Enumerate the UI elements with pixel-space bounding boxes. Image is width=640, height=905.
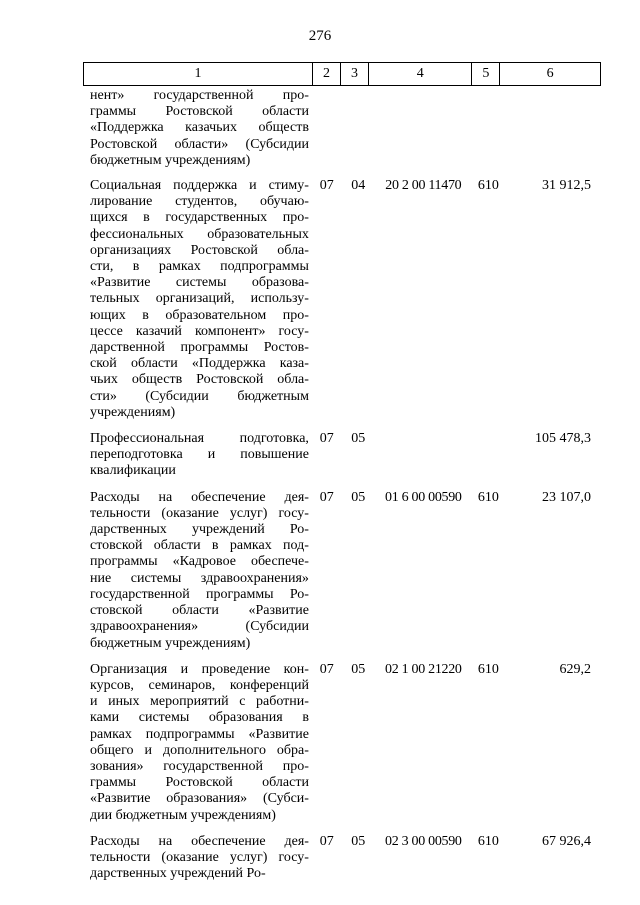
subsection-code: 05 <box>351 661 366 677</box>
description-line: общего и дополнительного обра- <box>90 742 309 758</box>
description-line: зования» государственной про- <box>90 758 309 774</box>
description-line: здравоохранения» (Субсидии <box>90 619 309 635</box>
description-line: дарственных учреждений Ро- <box>90 522 309 538</box>
description-line: программы «Кадровое обеспече- <box>90 554 309 570</box>
description-line: курсов, семинаров, конференций <box>90 677 309 693</box>
amount: 105 478,3 <box>534 431 591 447</box>
description-line: дии бюджетным учреждениям) <box>90 807 276 823</box>
table-row <box>83 88 601 169</box>
description-line: граммы Ростовской области <box>90 775 309 791</box>
section-code: 07 <box>319 178 334 194</box>
description-line: Организация и проведение кон- <box>90 661 309 677</box>
target-article-code: 02 1 00 21220 <box>385 661 462 677</box>
subsection-code: 05 <box>351 431 366 447</box>
description-line: дарственной программы Ростов- <box>90 340 309 356</box>
description-line: ской области «Поддержка каза- <box>90 356 309 372</box>
description-line: фессиональных образовательных <box>90 226 309 242</box>
target-article-code: 20 2 00 11470 <box>385 178 462 194</box>
description-line: «Поддержка казачьих обществ <box>90 120 309 136</box>
table-row <box>83 490 601 652</box>
expense-type-code <box>475 431 503 480</box>
table-row <box>83 662 601 824</box>
description-line: цессе казачий компонент» госу- <box>90 323 309 339</box>
row-description <box>83 178 309 421</box>
description-line: тельности (оказание услуг) госу- <box>90 849 309 865</box>
description-line: государственной программы Ро- <box>90 586 309 602</box>
description-line: стовской области «Развитие <box>90 603 309 619</box>
description-line: стовской области в рамках под- <box>90 538 309 554</box>
expense-type-code: 610 <box>477 661 499 677</box>
amount <box>502 88 601 169</box>
description-line: квалификации <box>90 463 176 479</box>
row-description <box>83 431 309 480</box>
subsection-code: 04 <box>351 178 366 194</box>
description-line: щихся в государственных про- <box>90 210 309 226</box>
description-line: и иных мероприятий с работни- <box>90 694 309 710</box>
description-line: ние системы здравоохранения» <box>90 570 309 586</box>
row-description <box>83 834 309 883</box>
row-description <box>83 88 309 169</box>
description-line: Расходы на обеспечение дея- <box>90 833 309 849</box>
expense-type-code: 610 <box>477 178 499 194</box>
amount: 67 926,4 <box>541 833 591 849</box>
table-row <box>83 431 601 480</box>
description-line: чьих обществ Ростовской обла- <box>90 372 309 388</box>
section-code: 07 <box>319 661 334 677</box>
page-number: 276 <box>308 28 332 44</box>
header-col-4: 4 <box>369 63 473 85</box>
table-body <box>83 88 601 882</box>
description-line: Социальная поддержка и стиму- <box>90 178 309 194</box>
amount: 629,2 <box>559 661 591 677</box>
description-line: организациях Ростовской обла- <box>90 242 309 258</box>
description-line: граммы Ростовской области <box>90 104 309 120</box>
header-col-3: 3 <box>341 63 369 85</box>
target-article-code: 01 6 00 00590 <box>385 489 462 505</box>
description-line: Профессиональная подготовка, <box>90 431 309 447</box>
subsection-code: 05 <box>351 833 366 849</box>
target-article-code <box>372 431 475 480</box>
table-row <box>83 178 601 421</box>
expense-type-code: 610 <box>477 833 499 849</box>
description-line: бюджетным учреждениям) <box>90 635 251 651</box>
description-line: учреждениям) <box>90 404 176 420</box>
target-article-code: 02 3 00 00590 <box>385 833 462 849</box>
description-line: Ростовской области» (Субсидии <box>90 136 309 152</box>
description-line: «Развитие образования» (Субси- <box>90 791 309 807</box>
amount: 23 107,0 <box>541 489 591 505</box>
description-line: «Развитие системы образова- <box>90 275 309 291</box>
description-line: нент» государственной про- <box>90 88 309 103</box>
description-line: сти» (Субсидии бюджетным <box>90 388 309 404</box>
description-line: тельности (оказание услуг) госу- <box>90 505 309 521</box>
description-line: бюджетным учреждениям) <box>90 152 251 168</box>
description-line: ками системы образования в <box>90 710 309 726</box>
description-line: дарственных учреждений Ро- <box>90 866 266 882</box>
description-line: Расходы на обеспечение дея- <box>90 489 309 505</box>
target-article-code <box>372 88 475 169</box>
description-line: ющих в образовательном про- <box>90 307 309 323</box>
header-col-5: 5 <box>472 63 500 85</box>
subsection-code: 05 <box>351 489 366 505</box>
header-col-2: 2 <box>313 63 341 85</box>
row-description <box>83 490 309 652</box>
section-code: 07 <box>319 833 334 849</box>
section-code: 07 <box>319 489 334 505</box>
expense-type-code: 610 <box>477 489 499 505</box>
description-line: рамках подпрограммы «Развитие <box>90 726 309 742</box>
description-line: тельных организаций, использу- <box>90 291 309 307</box>
description-line: лирование студентов, обучаю- <box>90 194 309 210</box>
table-row <box>83 834 601 883</box>
header-col-1: 1 <box>84 63 313 85</box>
row-description <box>83 662 309 824</box>
description-line: сти, в рамках подпрограммы <box>90 259 309 275</box>
header-col-6: 6 <box>546 66 554 81</box>
section-code: 07 <box>319 431 334 447</box>
amount: 31 912,5 <box>541 178 591 194</box>
section-code <box>309 88 345 169</box>
description-line: переподготовка и повышение <box>90 447 309 463</box>
subsection-code <box>344 88 372 169</box>
expense-type-code <box>475 88 503 169</box>
table-header <box>83 62 601 86</box>
